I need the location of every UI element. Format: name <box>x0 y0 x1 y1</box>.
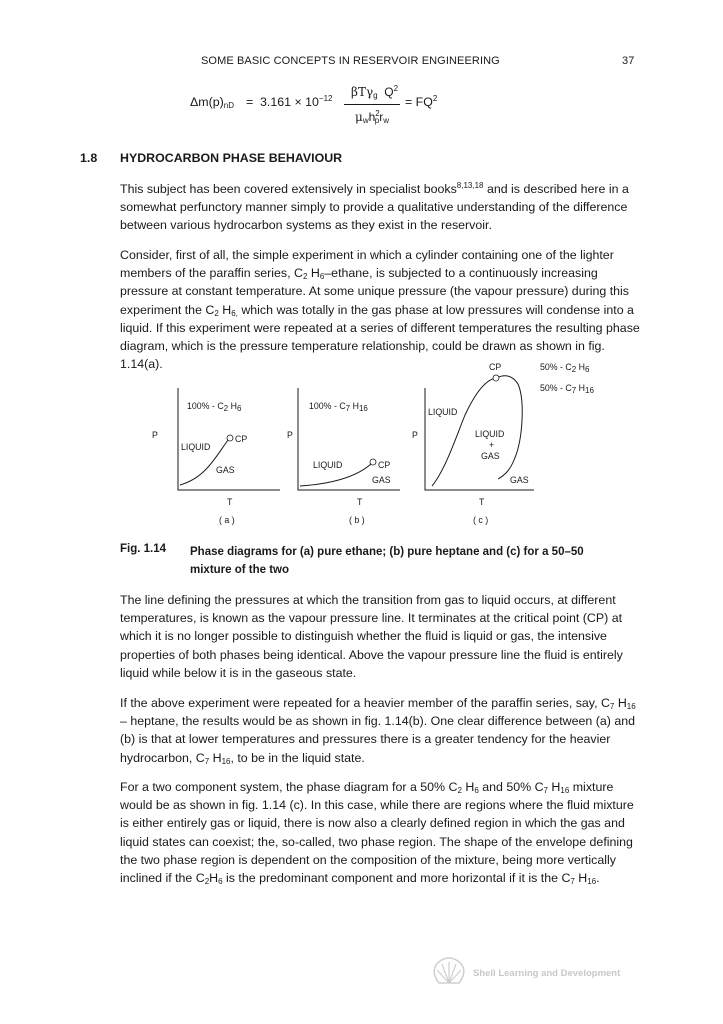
diagram-a-gas-label: GAS <box>216 465 235 475</box>
equation-rhs: = $FQ^2$ <box>405 94 438 109</box>
page-number: 37 <box>622 55 635 67</box>
diagram-b-title: $100\% - C_7$ $H_{16}$ <box>309 401 368 413</box>
figure-caption-number: Fig. 1.14 <box>120 543 167 555</box>
diagram-b-gas-label: GAS <box>372 475 391 485</box>
diagram-a-liquid-label: LIQUID <box>181 442 211 452</box>
diagram-c-letter: ( c ) <box>473 515 489 525</box>
paragraph-5: For a two component system, the phase diagram for a 50% $C_2$ $H_6$ and 50% $C_7$ $H_{16}$ mixture would be as shown in fig. 1.14 (c). In this case, while there are regions where the fluid mixture is either entirely gas or liquid, there is now also a clearly defined region in which the gas and liquid states can coexist; the, so-called, two phase region. The shape of the envelope defining the two phase region is dependent on the composition of the mixture, being more vertically inclined if the $C_2H_6$ is the predominant component and more horizontal if it is the $C_7$ $H_{16}$. <box>120 780 634 887</box>
diagram-a-letter: ( a ) <box>219 515 235 525</box>
diagram-b-t-axis-label: T <box>357 497 363 507</box>
section-title: HYDROCARBON PHASE BEHAVIOUR <box>120 151 343 165</box>
equation-denominator: $\mu_wh^2_pr_w$ <box>355 109 389 125</box>
diagram-b-cp-label: CP <box>378 460 391 470</box>
diagram-c-t-axis-label: T <box>479 497 485 507</box>
equation-lhs: $\Delta m(p)_{nD}$ <box>190 95 234 110</box>
equation-numerator: βTγ$_g$ $Q^2$ <box>351 84 399 100</box>
paragraph-3: The line defining the pressures at which the transition from gas to liquid occurs, at different temperatures, is known as the vapour pressure line. It terminates at the critical point (CP) at which it is no longer possible to distinguish whether the fluid is liquid or gas, the intensive properties of both phases being identical. Above the vapour pressure line the fluid is entirely liquid while below it is in the gaseous state. <box>120 593 623 680</box>
diagram-c-p-axis-label: P <box>412 430 418 440</box>
paragraph-2: Consider, first of all, the simple experiment in which a cylinder containing one of the lighter members of the paraffin series, $C_2$ $H_6$–ethane, is subjected to a continuously increasing pressure at constant temperature. At some unique pressure (the vapour pressure) during this experiment the $C_2$ $H_{6,}$ which was totally in the gas phase at low pressures will condense into a liquid. If this experiment were repeated at a series of different temperatures the resulting phase diagram, which is the pressure temperature relationship, could be drawn as shown in fig. 1.14(a). <box>120 248 640 372</box>
paragraph-1: This subject has been covered extensively in specialist books$^{8,13,18}$ and is described here in a somewhat perfunctory manner simply to provide a qualitative understanding of the difference between various hydrocarbon systems as they exist in the reservoir. <box>120 181 629 233</box>
shell-logo-icon <box>432 956 466 986</box>
footer-text: Shell Learning and Development <box>473 968 621 979</box>
diagram-b-letter: ( b ) <box>349 515 365 525</box>
diagram-a-title: $100\% - C_2$ $H_6$ <box>187 401 242 413</box>
diagram-c-two-phase-label-2: + <box>489 440 495 450</box>
diagram-c-gas-label: GAS <box>510 475 529 485</box>
diagram-a-t-axis-label: T <box>227 497 233 507</box>
diagram-b-critical-point <box>370 459 376 465</box>
diagram-c-legend-2: $50\% - C_7$ $H_{16}$ <box>540 383 594 395</box>
diagram-a-critical-point <box>227 435 233 441</box>
diagram-c-two-phase-label-1: LIQUID <box>475 429 505 439</box>
diagram-b-p-axis-label: P <box>287 430 293 440</box>
diagram-b-liquid-label: LIQUID <box>313 460 343 470</box>
diagram-c-cp-label: CP <box>489 362 502 372</box>
diagram-a-cp-label: CP <box>235 434 248 444</box>
running-title: SOME BASIC CONCEPTS IN RESERVOIR ENGINEERING <box>201 55 500 67</box>
diagram-c-critical-point <box>493 375 499 381</box>
equation-coefficient: $3.161 \times 10^{-12}$ <box>260 94 333 109</box>
paragraph-4: If the above experiment were repeated for a heavier member of the paraffin series, say, $C_7$ $H_{16}$ – heptane, the results would be as shown in fig. 1.14(b). One clear difference between (a) and (b) is that at lower temperatures and pressures there is a greater tendency for the heavier hydrocarbon, $C_7$ $H_{16}$, to be in the liquid state. <box>120 696 636 766</box>
diagram-c-liquid-label: LIQUID <box>428 407 458 417</box>
equation-eq1: = <box>246 95 254 109</box>
diagram-c-two-phase-label-3: GAS <box>481 451 500 461</box>
diagram-c-legend-1: $50\% - C_2$ $H_6$ <box>540 362 590 374</box>
figure-caption-text: Phase diagrams for (a) pure ethane; (b) pure heptane and (c) for a 50–50 mixture of the two <box>190 546 584 576</box>
diagram-a-p-axis-label: P <box>152 430 158 440</box>
section-number: 1.8 <box>80 151 98 165</box>
